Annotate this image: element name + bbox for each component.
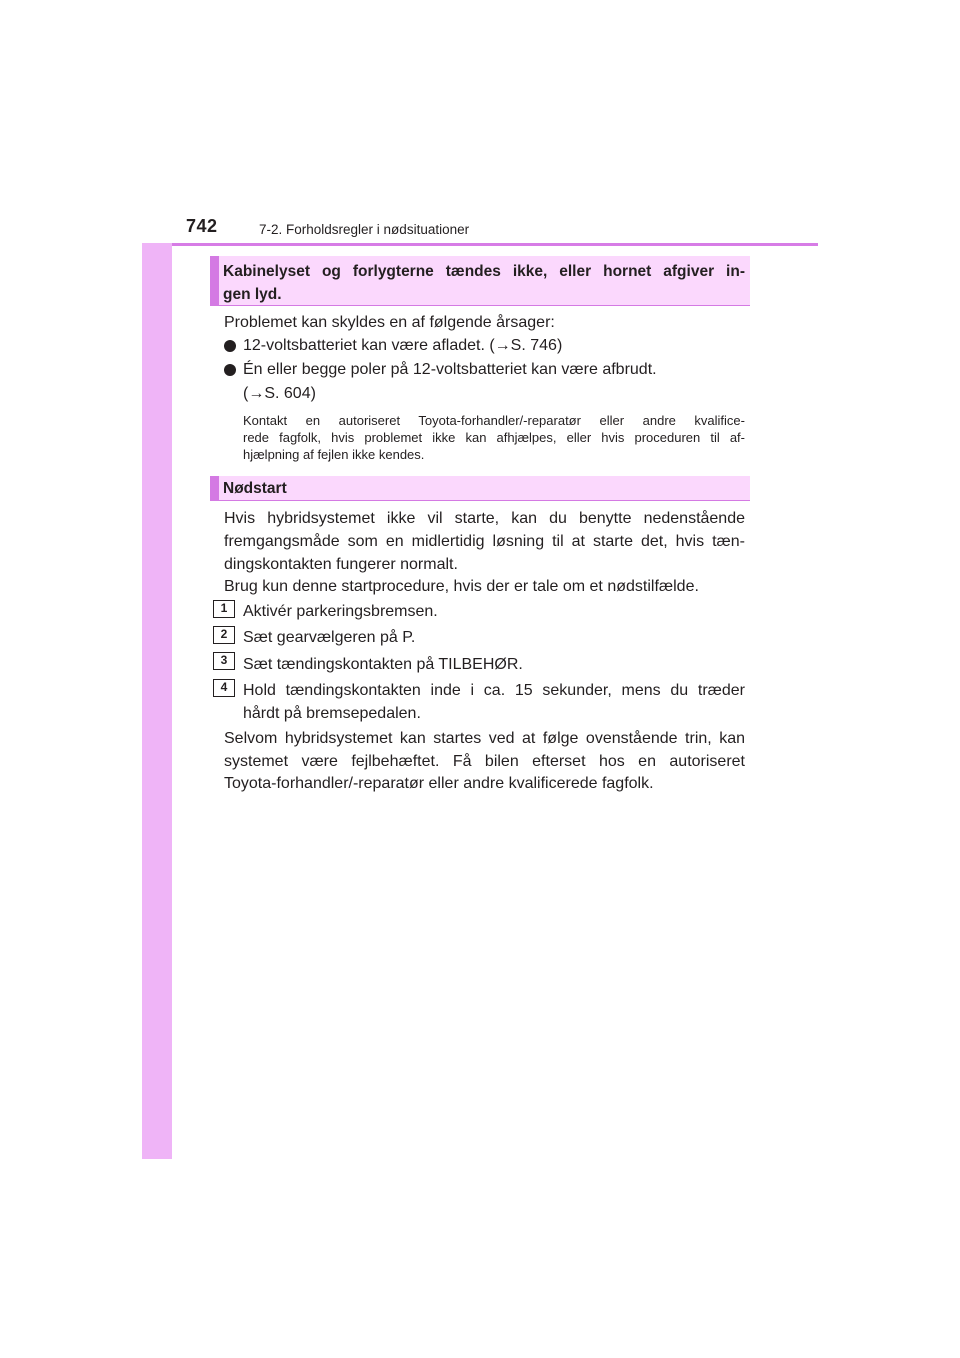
section2-para-line2: fremgangsmåde som en midlertidig løsning til at starte det, hvis tæn- — [224, 533, 745, 550]
section2-para-line4: Brug kun denne startprocedure, hvis der er tale om et nødstilfælde. — [224, 578, 699, 595]
section-heading-box-emergency-start — [210, 476, 750, 501]
header-band — [142, 198, 818, 243]
step-number-badge: 3 — [213, 652, 235, 670]
header-rule — [172, 243, 818, 246]
page-number: 742 — [186, 216, 218, 236]
section-title-emergency-start: Nødstart — [223, 480, 287, 497]
bullet-item-battery-poles-line2: (→S. 604) — [243, 385, 316, 402]
section1-intro: Problemet kan skyldes en af følgende årsager: — [224, 314, 555, 331]
section2-para-line3: dingskontakten fungerer normalt. — [224, 556, 458, 573]
section2-para-line1: Hvis hybridsystemet ikke vil starte, kan du benytte nedenstående — [224, 510, 745, 527]
section1-note-line3: hjælpning af fejlen ikke kendes. — [243, 447, 425, 462]
section2-closing-line1: Selvom hybridsystemet kan startes ved at følge ovenstående trin, kan — [224, 730, 745, 747]
bullet-icon — [224, 364, 236, 376]
section-heading-bar — [210, 476, 219, 500]
running-head: 7-2. Forholdsregler i nødsituationer — [259, 222, 470, 237]
bullet-item-battery-discharged: 12-voltsbatteriet kan være afladet. (→S. 746) — [243, 337, 563, 354]
bullet-item-battery-poles-line1: Én eller begge poler på 12-voltsbatteriet kan være afbrudt. — [243, 361, 657, 378]
bullet-icon — [224, 340, 236, 352]
step-number-badge: 2 — [213, 626, 235, 644]
section-heading-bar — [210, 256, 219, 305]
step-3-text: Sæt tændingskontakten på TILBEHØR. — [243, 656, 523, 673]
step-2-text: Sæt gearvælgeren på P. — [243, 629, 416, 646]
section2-closing-line2: systemet være fejlbehæftet. Få bilen efterset hos en autoriseret — [224, 753, 745, 770]
step-number-badge: 1 — [213, 600, 235, 618]
chapter-sidebar-tab — [142, 198, 172, 1159]
step-number-badge: 4 — [213, 679, 235, 697]
section1-note-line2: rede fagfolk, hvis problemet ikke kan afhjælpes, eller hvis proceduren til af- — [243, 430, 745, 445]
section1-note-line1: Kontakt en autoriseret Toyota-forhandler/-reparatør eller andre kvalifice- — [243, 413, 745, 428]
section-title-lights-line2: gen lyd. — [223, 286, 282, 303]
step-4-text-line1: Hold tændingskontakten inde i ca. 15 sekunder, mens du træder — [243, 682, 745, 699]
section2-closing-line3: Toyota-forhandler/-reparatør eller andre kvalificerede fagfolk. — [224, 775, 654, 792]
section-title-lights-line1: Kabinelyset og forlygterne tændes ikke, eller hornet afgiver in- — [223, 263, 745, 280]
step-4-text-line2: hårdt på bremsepedalen. — [243, 705, 421, 722]
step-1-text: Aktivér parkeringsbremsen. — [243, 603, 438, 620]
